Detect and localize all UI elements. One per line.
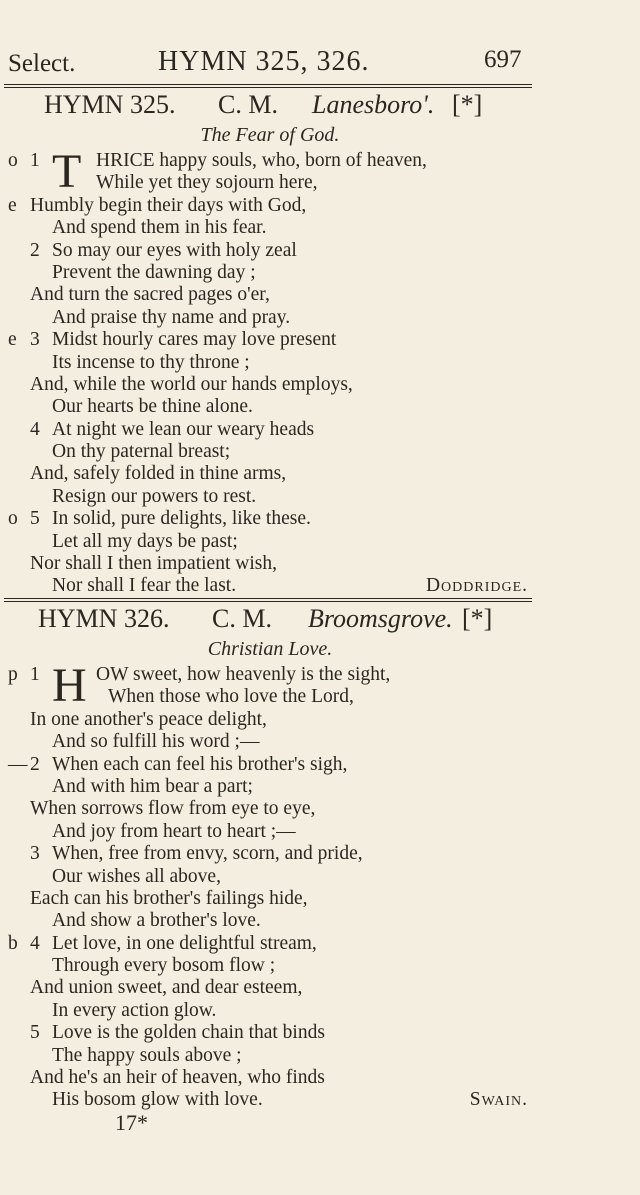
verse-line xyxy=(0,955,640,977)
hymn-author: Swain. xyxy=(469,1089,528,1111)
stanza-number: 1 xyxy=(30,664,40,685)
verse-line xyxy=(0,888,640,910)
verse-text: On thy paternal breast; xyxy=(52,441,231,463)
drop-cap: H xyxy=(52,659,87,712)
verse-line xyxy=(0,910,640,932)
verse-line xyxy=(0,1000,640,1022)
verse-text: And, while the world our hands employs, xyxy=(30,373,353,395)
hymn-divider xyxy=(4,598,532,602)
hymn-heading xyxy=(0,90,640,124)
verse-text: Love is the golden chain that binds xyxy=(52,1022,325,1044)
hymn-tune: Broomsgrove. xyxy=(308,604,453,633)
verse-text: So may our eyes with holy zeal xyxy=(52,239,297,261)
verse-line xyxy=(0,172,640,194)
verse-line xyxy=(0,843,640,865)
verse-line xyxy=(0,374,640,396)
verse-line xyxy=(0,307,640,329)
dynamic-mark: p xyxy=(8,664,18,685)
verse-text: And he's an heir of heaven, who finds xyxy=(30,1067,325,1089)
verse-text: Midst hourly cares may love present xyxy=(52,329,337,351)
drop-cap: T xyxy=(52,145,82,198)
verse-text: And show a brother's love. xyxy=(52,910,261,932)
verse-text: Through every bosom flow ; xyxy=(52,955,276,977)
verse-line xyxy=(0,754,640,776)
dynamic-mark: o xyxy=(8,508,18,530)
verse-text: When those who love the Lord, xyxy=(108,686,354,708)
stanza-number: 3 xyxy=(30,843,40,865)
verse-line xyxy=(0,798,640,820)
verse-text: The happy souls above ; xyxy=(52,1044,242,1066)
verse-text: Nor shall I then impatient wish, xyxy=(30,553,277,575)
verse-line xyxy=(0,441,640,463)
hymn-meter: C. M. xyxy=(212,604,272,633)
verse-line xyxy=(0,508,640,530)
hymn-325 xyxy=(0,90,640,598)
dynamic-mark: e xyxy=(8,194,17,216)
verse-line xyxy=(0,396,640,418)
verse-line xyxy=(0,1089,640,1111)
verse-line xyxy=(0,731,640,753)
verse-line xyxy=(0,150,640,172)
verse-text: And joy from heart to heart ;— xyxy=(52,820,296,842)
stanza-number: 5 xyxy=(30,508,40,530)
verse-text: And spend them in his fear. xyxy=(52,217,267,239)
verse-text: And praise thy name and pray. xyxy=(52,306,291,328)
stanza-number: 4 xyxy=(30,932,40,954)
verse-line xyxy=(0,1045,640,1067)
hymn-meter: C. M. xyxy=(218,90,278,119)
verse-text: And so fulfill his word ;— xyxy=(52,731,260,753)
verse-line xyxy=(0,933,640,955)
hymn-subtitle: Christian Love. xyxy=(207,638,333,660)
verse-text: Humbly begin their days with God, xyxy=(30,194,307,216)
page-number: 697 xyxy=(484,46,522,73)
verse-text: His bosom glow with love. xyxy=(52,1089,263,1111)
verse-line xyxy=(0,575,640,597)
verse-line xyxy=(0,531,640,553)
running-head-section: Select. xyxy=(8,50,76,77)
verse-line xyxy=(0,1022,640,1044)
verse-text: Resign our powers to rest. xyxy=(52,485,257,507)
verse-line xyxy=(0,217,640,239)
verse-text: Nor shall I fear the last. xyxy=(52,575,237,597)
verse-text: While yet they sojourn here, xyxy=(96,172,318,194)
dynamic-mark: o xyxy=(8,150,18,171)
verse-line xyxy=(0,866,640,888)
hymn-author: Doddridge. xyxy=(425,575,528,597)
verse-line xyxy=(0,463,640,485)
stanza-number: 5 xyxy=(30,1022,40,1044)
verse-text: When, free from envy, scorn, and pride, xyxy=(52,843,363,865)
verse-line xyxy=(0,195,640,217)
verse-text: Our wishes all above, xyxy=(52,865,221,887)
verse-line xyxy=(0,776,640,798)
verse-text: Prevent the dawning day ; xyxy=(52,261,256,283)
verse-text: Our hearts be thine alone. xyxy=(52,396,253,418)
verse-line xyxy=(0,709,640,731)
dynamic-mark: e xyxy=(8,329,17,351)
verse-line xyxy=(0,240,640,262)
hymn-mark: [*] xyxy=(462,604,493,633)
running-head-title: HYMN 325, 326. xyxy=(158,46,370,77)
verse-line xyxy=(0,329,640,351)
hymn-verses xyxy=(0,659,640,1112)
verse-text: And, safely folded in thine arms, xyxy=(30,463,287,485)
hymn-number: HYMN 325. xyxy=(44,90,176,119)
verse-line xyxy=(0,1067,640,1089)
verse-line xyxy=(0,352,640,374)
verse-line xyxy=(0,262,640,284)
stanza-number: 4 xyxy=(30,418,40,440)
stanza-number: 1 xyxy=(30,150,40,171)
stanza-number: 2 xyxy=(30,753,40,775)
verse-line xyxy=(0,977,640,999)
verse-text: And with him bear a part; xyxy=(52,775,253,797)
verse-line xyxy=(0,486,640,508)
verse-line xyxy=(0,664,640,686)
dynamic-mark: — xyxy=(8,753,28,775)
verse-text: HRICE happy souls, who, born of heaven, xyxy=(96,150,427,171)
stanza-number: 3 xyxy=(30,329,40,351)
hymn-number: HYMN 326. xyxy=(38,604,170,633)
verse-text: And turn the sacred pages o'er, xyxy=(30,284,270,306)
signature-mark: 17* xyxy=(115,1110,148,1135)
verse-text: And union sweet, and dear esteem, xyxy=(30,977,303,999)
verse-text: At night we lean our weary heads xyxy=(52,418,315,440)
verse-line xyxy=(0,419,640,441)
verse-line xyxy=(0,821,640,843)
stanza-number: 2 xyxy=(30,239,40,261)
verse-text: Let love, in one delightful stream, xyxy=(52,932,317,954)
running-head xyxy=(8,42,528,82)
verse-text: Each can his brother's failings hide, xyxy=(30,887,308,909)
dynamic-mark: b xyxy=(8,932,18,954)
hymn-subtitle: The Fear of God. xyxy=(200,124,340,146)
hymn-verses xyxy=(0,145,640,598)
verse-text: In solid, pure delights, like these. xyxy=(52,508,311,530)
hymn-326 xyxy=(0,604,640,1112)
header-rule xyxy=(4,84,532,88)
verse-text: When each can feel his brother's sigh, xyxy=(52,753,348,775)
verse-text: When sorrows flow from eye to eye, xyxy=(30,798,316,820)
verse-text: OW sweet, how heavenly is the sight, xyxy=(96,664,391,685)
verse-text: Let all my days be past; xyxy=(52,530,238,552)
hymn-mark: [*] xyxy=(452,90,483,119)
verse-text: Its incense to thy throne ; xyxy=(52,351,250,373)
verse-line xyxy=(0,686,640,708)
verse-text: In one another's peace delight, xyxy=(30,708,267,730)
hymn-heading xyxy=(0,604,640,638)
verse-line xyxy=(0,553,640,575)
verse-line xyxy=(0,284,640,306)
hymn-tune: Lanesboro'. xyxy=(312,90,435,119)
verse-text: In every action glow. xyxy=(52,999,217,1021)
